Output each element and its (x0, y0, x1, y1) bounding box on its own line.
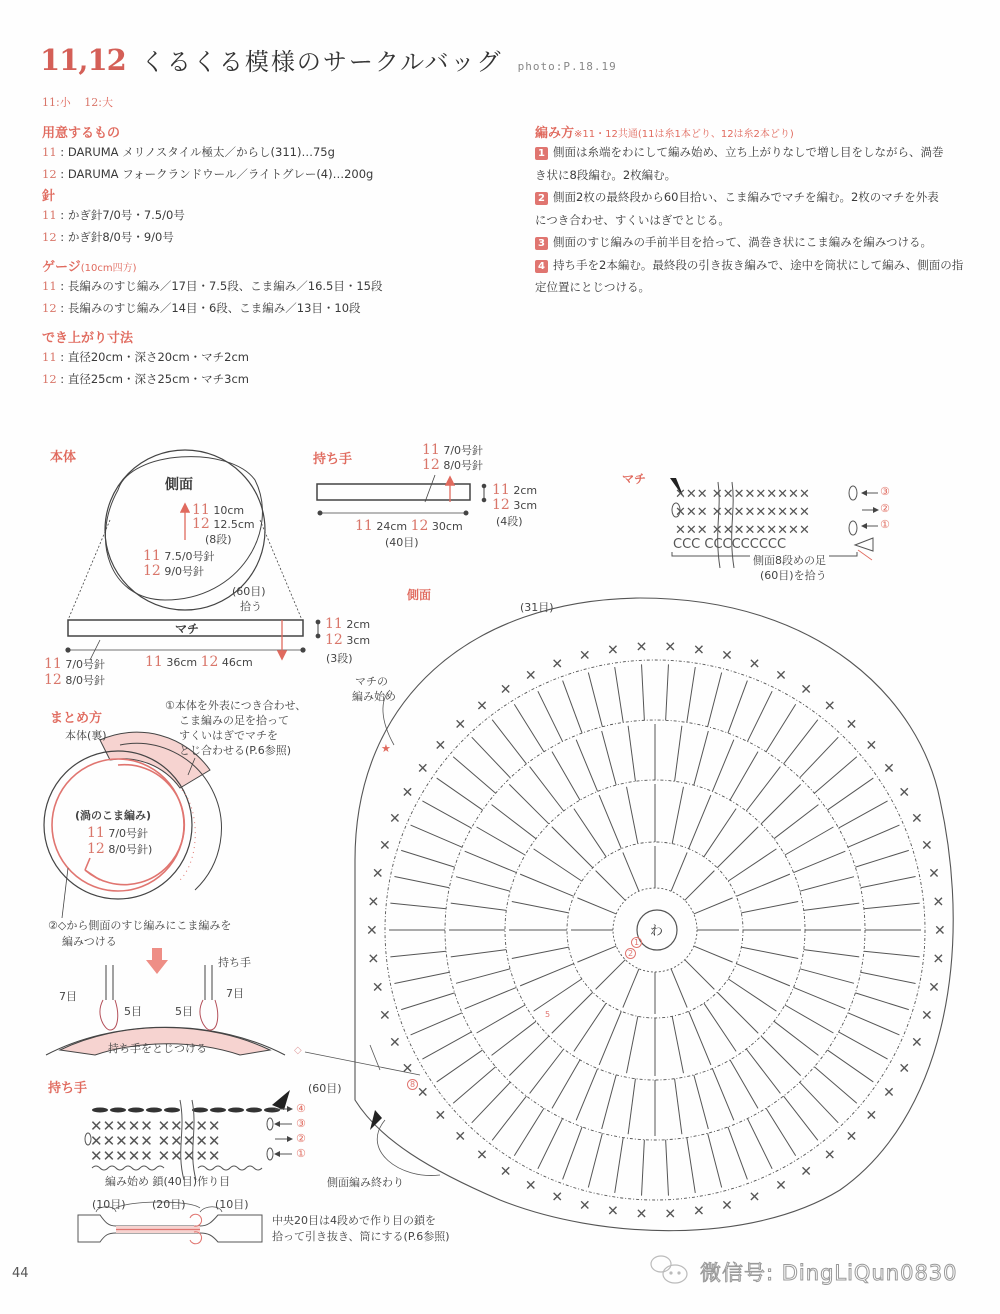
watermark: 微信号: DingLiQun0830 (700, 1261, 958, 1285)
svg-text:✕: ✕ (928, 980, 940, 997)
svg-text:✕: ✕ (932, 894, 945, 911)
svg-text:✕: ✕ (606, 1203, 619, 1220)
gusset-start-label-1: マチの (355, 675, 388, 688)
svg-text:✕: ✕ (823, 698, 836, 715)
svg-text:✕: ✕ (389, 1034, 401, 1051)
handle-height-11: 11 2cm (492, 482, 538, 498)
svg-text:✕: ✕ (367, 951, 380, 968)
handle-row-3: ③ (296, 1117, 306, 1130)
handle-row-4: ④ (296, 1102, 306, 1115)
instructions-note: ※11・12共通(11は糸1本どり、12は糸2本どり) (574, 129, 794, 140)
round-mark-8: 8 (407, 1079, 418, 1090)
bottom-stitch-count: (60目) (308, 1082, 342, 1095)
svg-text:✕: ✕ (920, 837, 933, 854)
svg-text:✕✕✕ ✕✕✕✕✕✕✕✕✕: ✕✕✕ ✕✕✕✕✕✕✕✕✕ (675, 523, 810, 538)
step-2: 2 側面2枚の最終段から60目拾い、こま編みでマチを編む。2枚のマチを外表 につき合わせ、すくいはぎでとじる。 (535, 190, 939, 227)
wechat-icon (651, 1256, 687, 1283)
pickup-count: (60目) (232, 585, 266, 598)
gauge-heading: ゲージ (42, 260, 81, 275)
tube-note: 中央20目は4段めで作り目の鎖を 拾って引き抜き、筒にする(P.6参照) (272, 1214, 450, 1243)
side-needle-11: 11 7.5/0号針 (143, 548, 215, 564)
svg-text:✕: ✕ (524, 1177, 537, 1194)
round-mark-5: 5 (545, 1010, 551, 1019)
svg-text:✕: ✕ (883, 1085, 895, 1102)
left-7-stitches: 7目 (59, 990, 77, 1003)
right-5-stitches: 5目 (175, 1005, 193, 1018)
handle-rows: (4段) (496, 515, 523, 528)
right-7-stitches: 7目 (226, 987, 244, 1000)
needle-11: 11 : かぎ針7/0号・7.5/0号 (42, 208, 185, 222)
handle-needle-12: 12 8/0号針 (422, 457, 484, 473)
svg-text:✕: ✕ (748, 656, 761, 673)
handle-stitches: (40目) (385, 536, 419, 549)
svg-text:✕: ✕ (476, 1147, 488, 1164)
svg-text:✕: ✕ (379, 837, 391, 854)
spiral-needle-11: 11 7/0号針 (87, 825, 149, 841)
svg-text:CCC CCCCCCCCC: CCC CCCCCCCCC (673, 537, 787, 552)
svg-text:✕: ✕ (524, 668, 537, 685)
svg-text:✕: ✕ (476, 698, 488, 715)
svg-text:✕: ✕ (775, 1177, 787, 1194)
size-heading: でき上がり寸法 (42, 331, 134, 346)
gusset-label: マチ (175, 622, 200, 636)
spiral-sc-label: (渦のこま編み) (75, 809, 152, 822)
photo-reference: photo:P.18.19 (517, 60, 617, 73)
side-chart (305, 598, 953, 1231)
svg-text:✕: ✕ (928, 865, 940, 882)
step-3: 3 側面のすじ編みの手前半目を拾って、渦巻き状にこま編みを編みつける。 (535, 231, 990, 254)
svg-text:✕: ✕ (635, 639, 648, 656)
svg-text:✕: ✕ (606, 642, 619, 659)
page-number: 44 (12, 1266, 29, 1281)
svg-text:✕: ✕ (934, 923, 946, 939)
svg-text:✕: ✕ (371, 980, 384, 997)
left-5-stitches: 5目 (124, 1005, 142, 1018)
svg-text:✕: ✕ (800, 1164, 812, 1181)
segment-right: (10目) (215, 1198, 249, 1211)
svg-text:✕: ✕ (823, 1147, 836, 1164)
gusset-chart-heading: マチ (622, 472, 647, 486)
svg-text:✕: ✕ (454, 717, 467, 734)
step-4: 4 持ち手を2本編む。最終段の引き抜き編みで、途中を筒状にして編み、側面の指 定位置にとじつける。 (535, 257, 964, 294)
attach-handles-note: 持ち手をとじつける (108, 1042, 207, 1055)
gusset-pickup-note-1: 側面8段めの足 (750, 552, 829, 568)
assembly-step-2: ②◇から側面のすじ編みにこま編みを 編みつける (48, 919, 232, 948)
svg-text:✕: ✕ (379, 1008, 391, 1025)
side-chart-heading: 側面 (407, 588, 432, 602)
svg-text:✕: ✕ (664, 1206, 677, 1223)
svg-text:✕: ✕ (401, 785, 414, 802)
svg-text:✕: ✕ (551, 656, 564, 673)
gusset-rows: (3段) (326, 652, 353, 665)
materials-heading: 用意するもの (42, 126, 121, 141)
svg-text:✕: ✕ (800, 681, 812, 698)
svg-text:✕: ✕ (578, 648, 591, 665)
body-back-label: 本体(裏) (65, 729, 107, 742)
svg-text:✕✕✕✕✕ ✕✕✕✕✕: ✕✕✕✕✕ ✕✕✕✕✕ (90, 1132, 221, 1150)
yarn-11: 11 : DARUMA メリノスタイル極太／からし(311)…75g (42, 145, 335, 159)
gusset-row-2: ② (880, 502, 890, 515)
svg-text:✕: ✕ (721, 648, 733, 665)
side-end-label: 側面編み終わり (327, 1176, 404, 1189)
gusset-length: 11 36cm 12 46cm (145, 654, 253, 670)
side-rows: (8段) (205, 533, 232, 546)
handle-chart-heading: 持ち手 (48, 1081, 88, 1096)
size-12: 12 : 直径25cm・深さ25cm・マチ3cm (42, 372, 249, 386)
materials-section: 用意するもの 11 : DARUMA メリノスタイル極太／からし(311)…75g 12 : DARUMA フォークランドウール／ライトグレー(4)…200g 針 11 : かぎ針7/0号・7.5/0号 12 : かぎ針8/0号・9/0号 ゲージ(10cm四方) 11 : 長編みのすじ編み／17目・7.5段、こま編み／16.5目・15段 12 : 長編みのすじ編み／14目・6段、こま編み／13目・10段 でき上がり寸法 11 : 直径20cm・深さ20cm・マチ2cm 12 : 直径25cm・深さ25cm・マチ3cm (42, 122, 383, 390)
step-1: 1 側面は糸端をわにして編み始め、立ち上がりなしで増し目をしながら、渦巻 き状に8段編む。2枚編む。 (535, 145, 944, 182)
svg-text:✕: ✕ (920, 1008, 933, 1025)
side-depth-11: 11 10cm (192, 502, 245, 518)
gusset-height-12: 12 3cm (325, 632, 371, 648)
attach-handle-label: 持ち手 (218, 956, 251, 969)
handle-start-note: 編み始め 鎖(40目)作り目 (105, 1175, 231, 1188)
body-heading: 本体 (50, 450, 77, 465)
needle-12: 12 : かぎ針8/0号・9/0号 (42, 230, 174, 244)
svg-text:✕: ✕ (401, 1060, 414, 1077)
instructions-heading: 編み方 (535, 126, 575, 141)
svg-text:✕: ✕ (883, 760, 895, 777)
handle-row-2: ② (296, 1132, 306, 1145)
svg-text:✕: ✕ (578, 1197, 591, 1214)
size-11: 11 : 直径20cm・深さ20cm・マチ2cm (42, 350, 249, 364)
svg-text:✕: ✕ (775, 668, 787, 685)
svg-text:✕: ✕ (371, 865, 384, 882)
assembly-diagram (44, 732, 285, 1055)
gauge-11: 11 : 長編みのすじ編み／17目・7.5段、こま編み／16.5目・15段 (42, 279, 383, 293)
svg-text:✕: ✕ (693, 1203, 705, 1220)
svg-text:✕: ✕ (389, 811, 401, 828)
handle-length: 11 24cm 12 30cm (355, 518, 463, 534)
svg-text:✕: ✕ (454, 1128, 467, 1145)
svg-text:✕: ✕ (693, 642, 705, 659)
svg-text:✕: ✕ (910, 811, 923, 828)
assembly-step-1: ①本体を外表につき合わせ、 こま編みの足を拾って すくいはぎでマチを とじ合わせる(P.6参照) (165, 699, 307, 757)
svg-text:✕: ✕ (748, 1189, 761, 1206)
svg-text:✕: ✕ (416, 1085, 429, 1102)
pickup-label: 拾う (240, 600, 262, 613)
svg-text:✕: ✕ (932, 951, 945, 968)
svg-text:✕: ✕ (845, 717, 858, 734)
handle-chart (78, 1090, 292, 1244)
segment-middle: (20目) (152, 1198, 186, 1211)
svg-text:✕: ✕ (865, 1107, 878, 1124)
gusset-row-3: ③ (880, 485, 890, 498)
round-mark-2: 2 (625, 948, 636, 959)
svg-text:✕: ✕ (416, 760, 429, 777)
handle-height-12: 12 3cm (492, 497, 538, 513)
side-needle-12: 12 9/0号針 (143, 563, 205, 579)
gusset-needle-12: 12 8/0号針 (44, 672, 106, 688)
gusset-start-label-2: 編み始め (352, 690, 396, 703)
svg-text:✕: ✕ (499, 1164, 512, 1181)
svg-text:✕: ✕ (551, 1189, 564, 1206)
round-mark-1: 1 (631, 937, 642, 948)
handle-diagram (317, 475, 486, 515)
gauge-12: 12 : 長編みのすじ編み／14目・6段、こま編み／13目・10段 (42, 301, 361, 315)
svg-text:✕: ✕ (865, 738, 878, 755)
svg-text:✕: ✕ (434, 1107, 447, 1124)
svg-text:✕✕✕ ✕✕✕✕✕✕✕✕✕: ✕✕✕ ✕✕✕✕✕✕✕✕✕ (675, 505, 810, 520)
svg-text:✕: ✕ (910, 1034, 923, 1051)
needles-heading: 針 (42, 189, 56, 204)
page-title: くるくる模様のサークルバッグ (140, 48, 503, 76)
handle-row-1: ① (296, 1147, 306, 1160)
side-depth-12: 12 12.5cm (192, 516, 255, 532)
spiral-needle-12: 12 8/0号針) (87, 841, 153, 857)
top-stitch-count: (31目) (520, 601, 554, 614)
svg-text:✕: ✕ (898, 1060, 911, 1077)
side-label: 側面 (165, 477, 193, 493)
magic-ring-label: わ (650, 924, 664, 939)
gusset-needle-11: 11 7/0号針 (44, 656, 106, 672)
svg-text:✕: ✕ (845, 1128, 858, 1145)
svg-text:✕✕✕✕✕ ✕✕✕✕✕: ✕✕✕✕✕ ✕✕✕✕✕ (90, 1117, 221, 1135)
svg-text:✕✕✕✕✕ ✕✕✕✕✕: ✕✕✕✕✕ ✕✕✕✕✕ (90, 1147, 221, 1165)
svg-text:✕: ✕ (721, 1197, 733, 1214)
handle-needle-11: 11 7/0号針 (422, 442, 484, 458)
svg-text:✕: ✕ (635, 1206, 648, 1223)
gusset-row-1: ① (880, 518, 890, 531)
diamond-marker-icon: ◇ (294, 1045, 302, 1056)
svg-text:✕: ✕ (898, 785, 911, 802)
pattern-number: 11,12 (40, 43, 126, 77)
svg-text:✕: ✕ (366, 923, 378, 939)
yarn-12: 12 : DARUMA フォークランドウール／ライトグレー(4)…200g (42, 167, 374, 181)
segment-left: (10目) (92, 1198, 126, 1211)
svg-text:✕✕✕ ✕✕✕✕✕✕✕✕✕: ✕✕✕ ✕✕✕✕✕✕✕✕✕ (675, 487, 810, 502)
assembly-heading: まとめ方 (50, 711, 103, 726)
svg-text:✕: ✕ (664, 639, 677, 656)
svg-text:✕: ✕ (367, 894, 380, 911)
svg-text:★: ★ (381, 742, 391, 755)
gusset-pickup-note-2: (60目)を拾う (760, 569, 827, 582)
handle-heading: 持ち手 (313, 452, 353, 467)
gusset-height-11: 11 2cm (325, 616, 371, 632)
svg-text:✕: ✕ (499, 681, 512, 698)
svg-text:✕: ✕ (434, 738, 447, 755)
size-key: 11:小 12:大 (42, 96, 113, 109)
